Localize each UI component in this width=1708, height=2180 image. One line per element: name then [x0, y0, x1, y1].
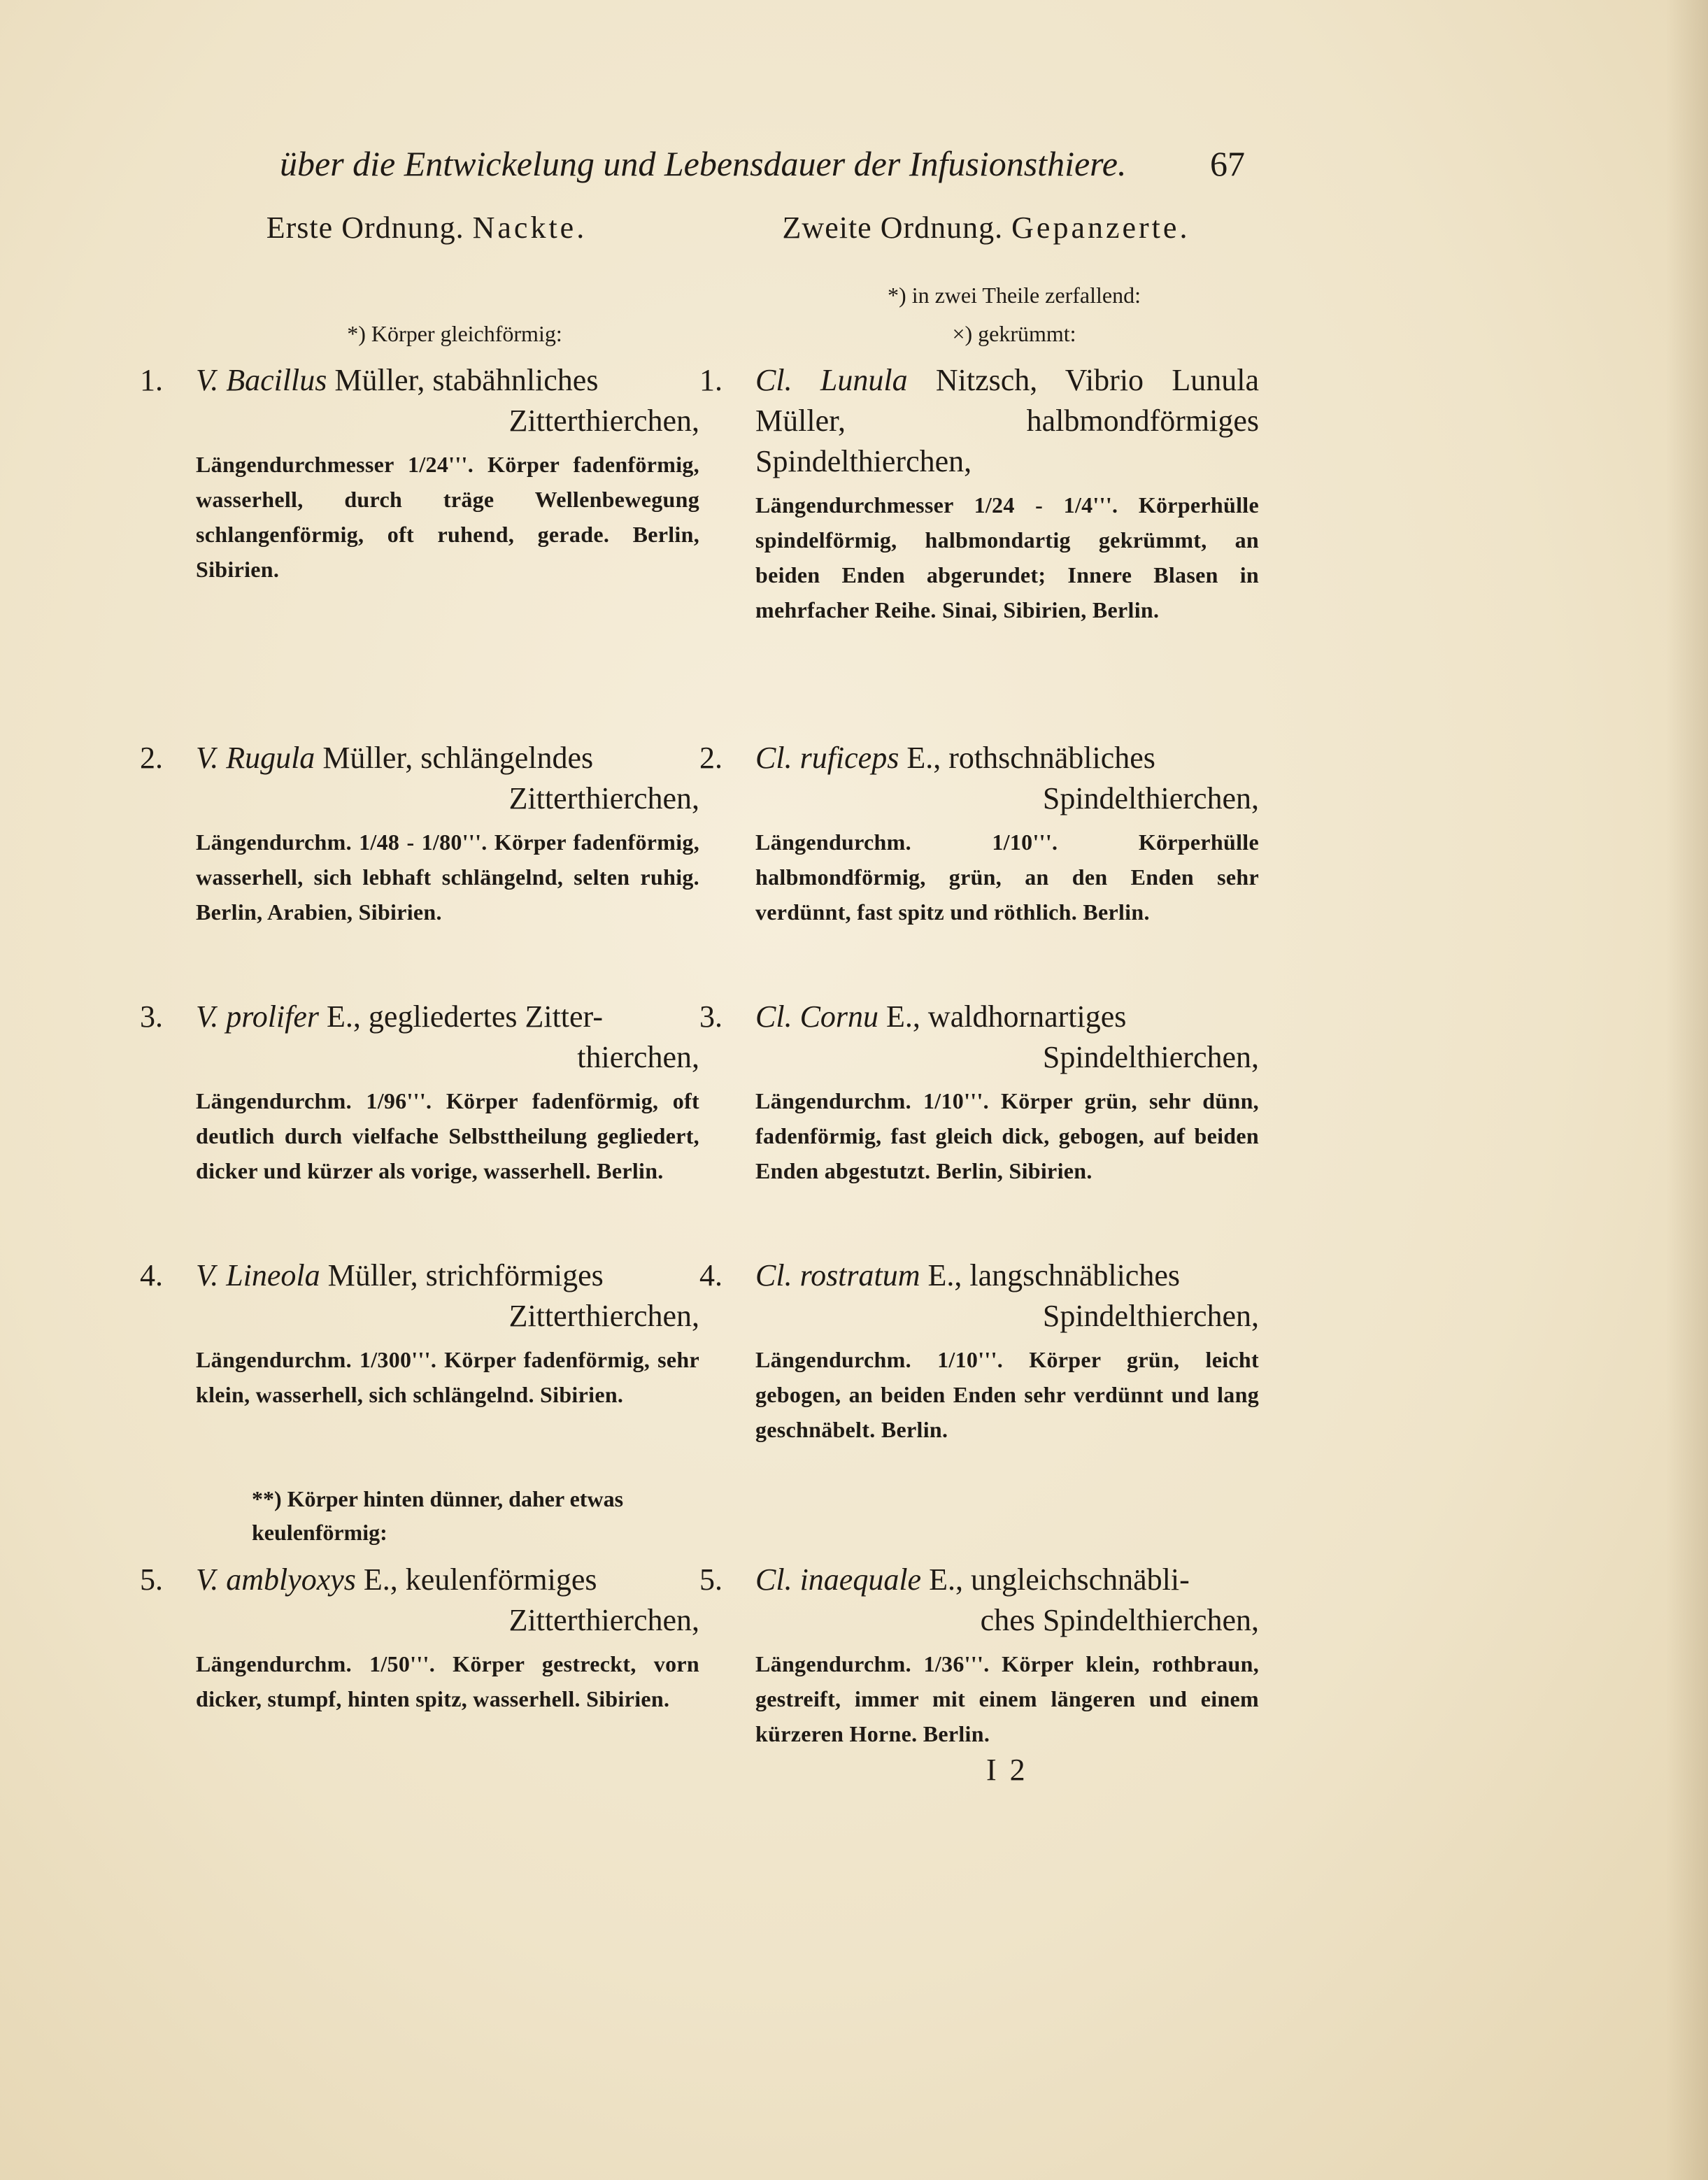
- page-edge-shadow: [1666, 0, 1708, 2180]
- right-entry-4-desc: Längendurchm. 1/10'''. Körper grün, leicht gebogen, an beiden Enden sehr verdünnt und lang geschnäbelt. Berlin.: [755, 1347, 1259, 1442]
- left-entry-5: 5. V. amblyoxys E., keulenförmiges Zitterthierchen, Längendurchm. 1/50'''. Körper gestreckt, vorn dicker, stumpf, hinten spitz, wasserhell. Sibirien.: [140, 1560, 713, 1716]
- right-entry-1-desc: Längendurchmesser 1/24 - 1/4'''. Körperhülle spindelförmig, halbmondartig gekrümmt, an beiden Enden abgerundet; Innere Blasen in mehrfacher Reihe. Sinai, Sibirien, Berlin.: [755, 492, 1259, 622]
- left-entry-4-desc: Längendurchm. 1/300'''. Körper fadenförmig, sehr klein, wasserhell, sich schlängelnd. Sibirien.: [196, 1347, 699, 1407]
- left-entry-4: 4. V. Lineola Müller, strichförmiges Zitterthierchen, Längendurchm. 1/300'''. Körper fadenförmig, sehr klein, wasserhell, sich schlängelnd. Sibirien.: [140, 1255, 713, 1412]
- right-entry-2: 2. Cl. ruficeps E., rothschnäbliches Spindelthierchen, Längendurchm. 1/10'''. Körperhülle halbmondförmig, grün, an den Enden sehr verdünnt, fast spitz und röthlich. Berlin.: [699, 738, 1273, 929]
- left-column-heading: Erste Ordnung. Nackte.: [266, 211, 588, 245]
- right-column: [699, 210, 1273, 1746]
- left-column: [140, 210, 713, 1711]
- right-entry-2-desc: Längendurchm. 1/10'''. Körperhülle halbmondförmig, grün, an den Enden sehr verdünnt, fast spitz und röthlich. Berlin.: [755, 829, 1259, 925]
- left-entry-2: 2. V. Rugula Müller, schlängelndes Zitterthierchen, Längendurchm. 1/48 - 1/80'''. Körper fadenförmig, wasserhell, sich lebhaft schlängelnd, selten ruhig. Berlin, Arabien, Sibirien.: [140, 738, 713, 929]
- right-subheading-1: *) in zwei Theile zerfallend:: [888, 283, 1141, 308]
- left-entry-3: 3. V. prolifer E., gegliedertes Zitter- thierchen, Längendurchm. 1/96'''. Körper fadenförmig, oft deutlich durch vielfache Selbsttheilung gegliedert, dicker und kürzer als vorige, wasserhell. Berlin.: [140, 997, 713, 1188]
- left-subheading-2: **) Körper hinten dünner, daher etwas keulenförmig:: [252, 1486, 624, 1545]
- left-subheading-1: *) Körper gleichförmig:: [347, 321, 562, 346]
- left-entry-5-desc: Längendurchm. 1/50'''. Körper gestreckt, vorn dicker, stumpf, hinten spitz, wasserhell. Sibirien.: [196, 1651, 699, 1711]
- page-number: 67: [1210, 144, 1245, 183]
- left-entry-3-desc: Längendurchm. 1/96'''. Körper fadenförmig, oft deutlich durch vielfache Selbsttheilung gegliedert, dicker und kürzer als vorige, wasserhell. Berlin.: [196, 1088, 699, 1183]
- right-subheading-2: ×) gekrümmt:: [952, 321, 1076, 346]
- signature-mark: I 2: [986, 1753, 1028, 1787]
- left-entry-2-desc: Längendurchm. 1/48 - 1/80'''. Körper fadenförmig, wasserhell, sich lebhaft schlängelnd, selten ruhig. Berlin, Arabien, Sibirien.: [196, 829, 699, 925]
- left-entry-1: 1. V. Bacillus Müller, stabähnliches Zitterthierchen, Längendurchmesser 1/24'''. Körper fadenförmig, wasserhell, durch träge Wellenbewegung schlangenförmig, oft ruhend, gerade. Berlin, Sibirien.: [140, 360, 713, 587]
- right-entry-1: 1. Cl. Lunula Nitzsch, Vibrio Lunula Müller, halbmondförmiges Spindelthierchen, Längendurchmesser 1/24 - 1/4'''. Körperhülle spindelförmig, halbmondartig gekrümmt, an beiden Enden abgerundet; Innere Blasen in mehrfacher Reihe. Sinai, Sibirien, Berlin.: [699, 360, 1273, 627]
- right-entry-5-desc: Längendurchm. 1/36'''. Körper klein, rothbraun, gestreift, immer mit einem längeren und einem kürzeren Horne. Berlin.: [755, 1651, 1259, 1746]
- right-entry-5: 5. Cl. inaequale E., ungleichschnäbli- ches Spindelthierchen, Längendurchm. 1/36'''. Körper klein, rothbraun, gestreift, immer mit einem längeren und einem kürzeren Horne. Berlin.: [699, 1560, 1273, 1751]
- right-entry-3-desc: Längendurchm. 1/10'''. Körper grün, sehr dünn, fadenförmig, fast gleich dick, gebogen, auf beiden Enden abgestutzt. Berlin, Sibirien.: [755, 1088, 1259, 1183]
- running-header: [280, 143, 1245, 192]
- header-title: über die Entwickelung und Lebensdauer der Infusionsthiere.: [280, 144, 1127, 183]
- right-entry-3: 3. Cl. Cornu E., waldhornartiges Spindelthierchen, Längendurchm. 1/10'''. Körper grün, sehr dünn, fadenförmig, fast gleich dick, gebogen, auf beiden Enden abgestutzt. Berlin, Sibirien.: [699, 997, 1273, 1188]
- right-entry-4: 4. Cl. rostratum E., langschnäbliches Spindelthierchen, Längendurchm. 1/10'''. Körper grün, leicht gebogen, an beiden Enden sehr verdünnt und lang geschnäbelt. Berlin.: [699, 1255, 1273, 1447]
- left-entry-1-desc: Längendurchmesser 1/24'''. Körper fadenförmig, wasserhell, durch träge Wellenbewegung schlangenförmig, oft ruhend, gerade. Berlin, Sibirien.: [196, 452, 699, 582]
- right-column-heading: Zweite Ordnung. Gepanzerte.: [782, 211, 1190, 245]
